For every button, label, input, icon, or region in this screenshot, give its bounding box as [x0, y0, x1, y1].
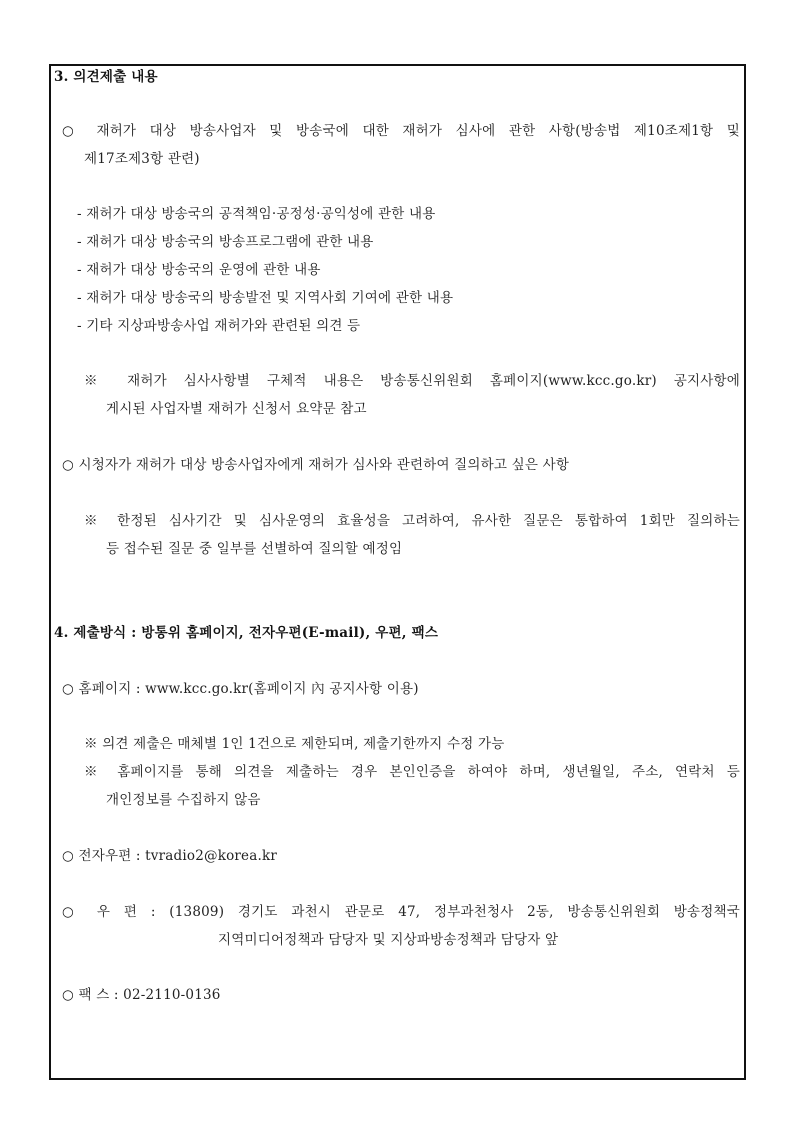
section3-item2: ○ 시청자가 재허가 대상 방송사업자에게 재허가 심사와 관련하여 질의하고 싶은 사항	[62, 457, 570, 473]
section4-homepage: ○ 홈페이지 : www.kcc.go.kr(홈페이지 內 공지사항 이용)	[62, 681, 419, 697]
section3-item1-line2: 제17조제3항 관련)	[84, 151, 200, 167]
section3-sub-item-1: - 재허가 대상 방송국의 공적책임·공정성·공익성에 관한 내용	[77, 206, 436, 222]
section3-sub-item-2: - 재허가 대상 방송국의 방송프로그램에 관한 내용	[77, 234, 374, 250]
section4-email: ○ 전자우편 : tvradio2@korea.kr	[62, 848, 278, 864]
section3-note1-line1: ※ 재허가 심사사항별 구체적 내용은 방송통신위원회 홈페이지(www.kcc.go.kr) 공지사항에	[84, 373, 740, 389]
section4-note4-line1: ※ 홈페이지를 통해 의견을 제출하는 경우 본인인증을 하여야 하며, 생년월일, 주소, 연락처 등	[84, 764, 740, 780]
section4-post-line2: 지역미디어정책과 담당자 및 지상파방송정책과 담당자 앞	[218, 932, 559, 948]
section4-note3: ※ 의견 제출은 매체별 1인 1건으로 제한되며, 제출기한까지 수정 가능	[84, 736, 505, 752]
section3-sub-item-5: - 기타 지상파방송사업 재허가와 관련된 의견 등	[77, 318, 361, 334]
section4-note4-line2: 개인정보를 수집하지 않음	[106, 792, 261, 808]
section3-note1-line2: 게시된 사업자별 재허가 신청서 요약문 참고	[106, 401, 367, 417]
section4-fax: ○ 팩 스 : 02-2110-0136	[62, 987, 221, 1003]
section3-note2-line2: 등 접수된 질문 중 일부를 선별하여 질의할 예정임	[106, 541, 403, 557]
section4-heading: 4. 제출방식 : 방통위 홈페이지, 전자우편(E-mail), 우편, 팩스	[54, 625, 439, 641]
section3-item1-line1: ○ 재허가 대상 방송사업자 및 방송국에 대한 재허가 심사에 관한 사항(방송법 제10조제1항 및	[62, 123, 740, 139]
section3-sub-item-3: - 재허가 대상 방송국의 운영에 관한 내용	[77, 262, 321, 278]
section4-post-line1: ○ 우 편 : (13809) 경기도 과천시 관문로 47, 정부과천청사 2동, 방송통신위원회 방송정책국	[62, 904, 740, 920]
section3-sub-item-4: - 재허가 대상 방송국의 방송발전 및 지역사회 기여에 관한 내용	[77, 290, 454, 306]
section3-heading: 3. 의견제출 내용	[54, 69, 158, 85]
section3-note2-line1: ※ 한정된 심사기간 및 심사운영의 효율성을 고려하여, 유사한 질문은 통합하여 1회만 질의하는	[84, 513, 740, 529]
